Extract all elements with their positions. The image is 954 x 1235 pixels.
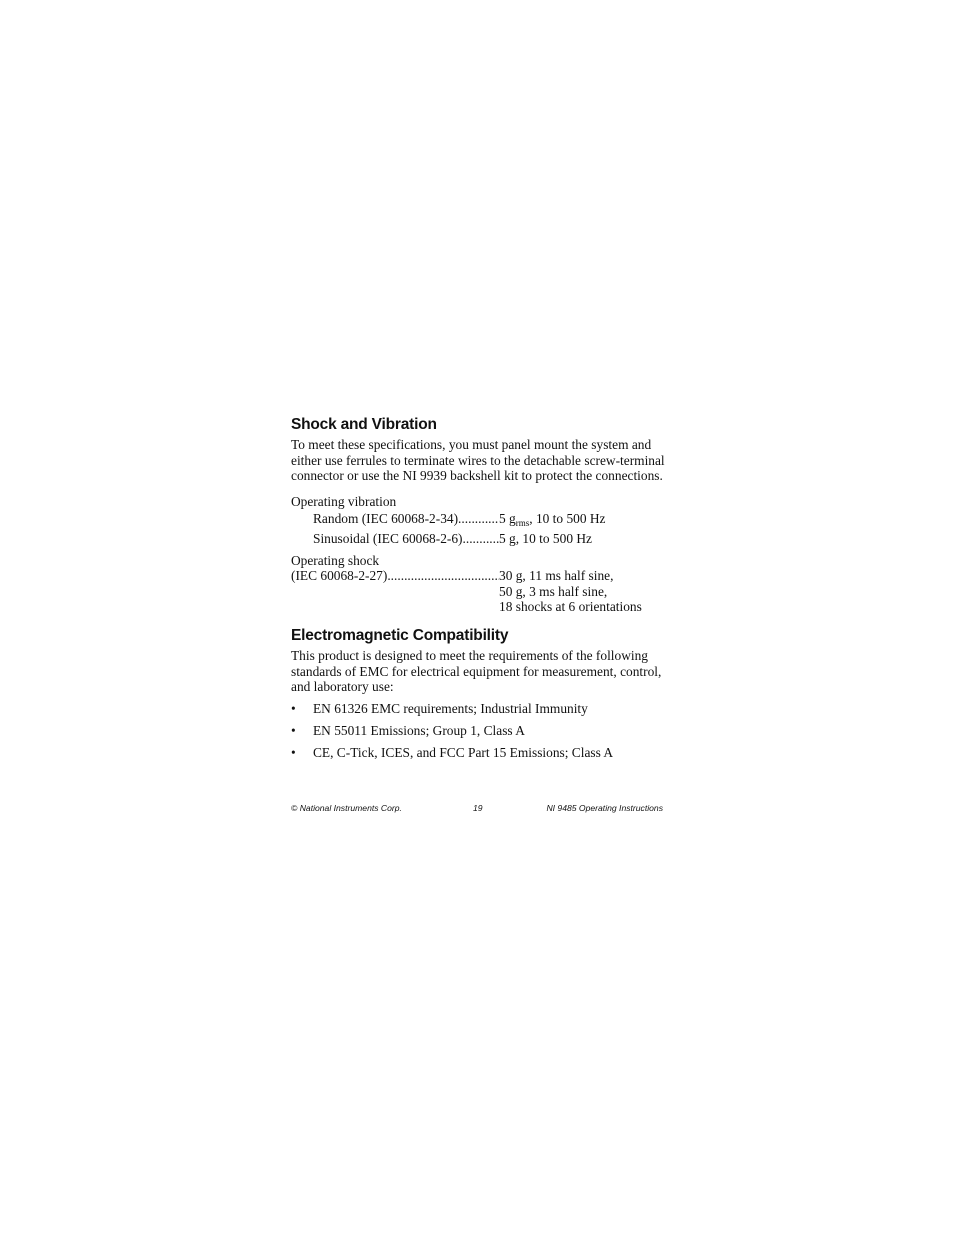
emc-standards-list [291,701,666,761]
document-content [291,414,666,767]
list-item: • EN 61326 EMC requirements; Industrial Immunity [291,700,588,716]
emc-intro-paragraph: This product is designed to meet the requirements of the following standards of EMC for electrical equipment for measurement, control, and laboratory use: [291,647,662,695]
list-item: • EN 55011 Emissions; Group 1, Class A [291,722,525,738]
footer-document-title: NI 9485 Operating Instructions [546,803,663,813]
operating-shock-label: Operating shock [291,552,380,568]
bullet-icon: • [291,722,296,738]
random-vibration-label: Random (IEC 60068-2-34) [313,511,459,527]
bullet-icon: • [291,700,296,716]
random-vibration-row [291,511,666,527]
shock-intro-paragraph: To meet these specifications, you must panel mount the system and either use ferrules to terminate wires to the detachable screw-terminal connector or use the NI 9939 backshell kit to protect the connections. [291,437,665,484]
operating-shock-std-label: (IEC 60068-2-27) [291,568,388,584]
operating-shock-values: 30 g, 11 ms half sine, 50 g, 3 ms half sine, 18 shocks at 6 orientations [499,568,642,615]
emc-heading: Electromagnetic Compatibility [291,626,509,644]
bullet-icon: • [291,744,296,760]
shock-vibration-heading: Shock and Vibration [291,416,437,433]
operating-vibration-label: Operating vibration [291,493,397,509]
sinusoidal-vibration-value: 5 g, 10 to 500 Hz [499,530,592,546]
sinusoidal-vibration-label: Sinusoidal (IEC 60068-2-6) [313,530,463,546]
random-vibration-value: 5 $g_{rms}$, 10 to 500 Hz [499,511,606,529]
list-item: • CE, C-Tick, ICES, and FCC Part 15 Emissions; Class A [291,744,614,760]
footer-copyright: © National Instruments Corp. [291,803,402,813]
footer-page-number: 19 [473,803,483,813]
operating-shock-row [291,568,666,615]
sinusoidal-vibration-row [291,531,666,547]
